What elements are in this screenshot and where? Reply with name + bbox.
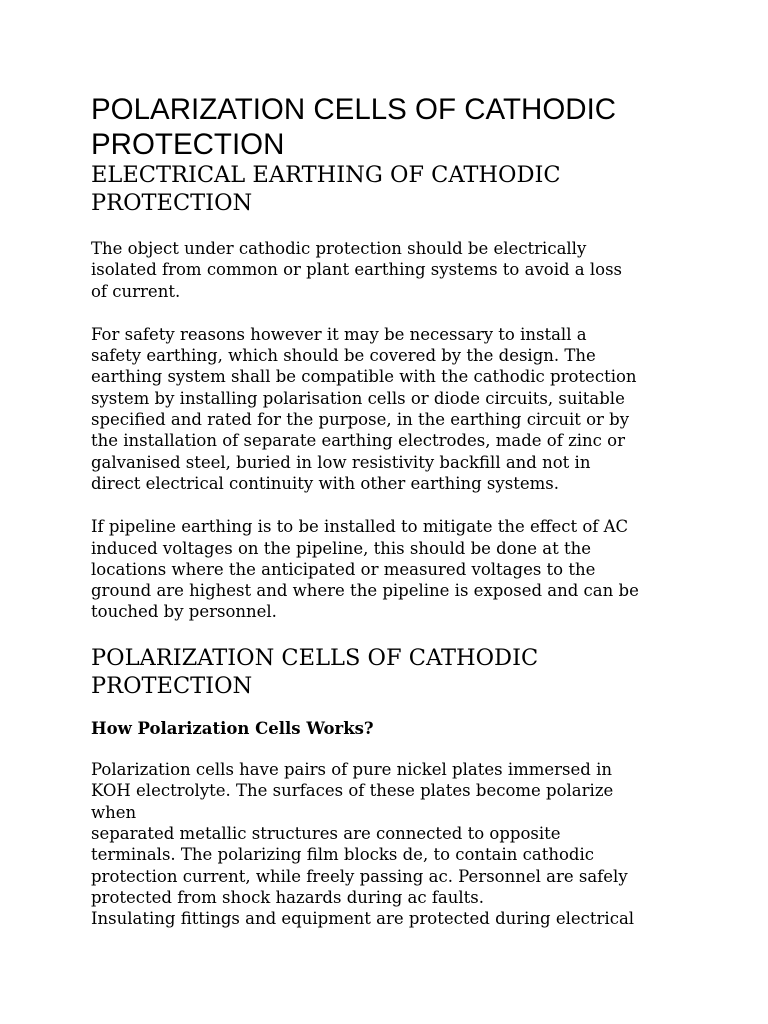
text-line: safety earthing, which should be covered by the design. The	[91, 346, 596, 366]
heading-line: PROTECTION	[91, 190, 253, 216]
paragraph-polarization-cells	[91, 759, 691, 929]
text-line: ground are highest and where the pipeline is exposed and can be	[91, 581, 639, 601]
text-line: protection current, while freely passing ac. Personnel are safely	[91, 866, 628, 886]
text-line: specified and rated for the purpose, in the earthing circuit or by	[91, 410, 630, 430]
heading-line: ELECTRICAL EARTHING OF CATHODIC	[91, 162, 561, 188]
text-line: terminals. The polarizing film blocks de, to contain cathodic	[91, 845, 595, 865]
text-line: of current.	[91, 281, 181, 301]
paragraph-safety-earthing	[91, 324, 691, 494]
text-line: system by installing polarisation cells or diode circuits, suitable	[91, 388, 625, 408]
text-line: isolated from common or plant earthing systems to avoid a loss	[91, 260, 623, 280]
text-line: earthing system shall be compatible with the cathodic protection	[91, 367, 637, 387]
paragraph-isolation	[91, 238, 691, 302]
text-line: touched by personnel.	[91, 602, 277, 622]
title-line: POLARIZATION CELLS OF CATHODIC	[91, 93, 617, 126]
text-line: separated metallic structures are connected to opposite	[91, 823, 561, 843]
heading-line: PROTECTION	[91, 672, 253, 699]
heading-line: POLARIZATION CELLS OF CATHODIC	[91, 644, 539, 671]
text-line: The object under cathodic protection should be electrically	[91, 239, 587, 258]
paragraph-pipeline-earthing	[91, 516, 691, 622]
text-line: protected from shock hazards during ac faults.	[91, 887, 485, 907]
document-content	[91, 92, 691, 929]
section-heading-polarization	[91, 644, 691, 700]
text-line: If pipeline earthing is to be installed to mitigate the effect of AC	[91, 517, 629, 537]
text-line: direct electrical continuity with other earthing systems.	[91, 473, 559, 493]
text-line: when	[91, 802, 137, 822]
subheading-how-it-works: How Polarization Cells Works?	[91, 718, 374, 738]
text-line: induced voltages on the pipeline, this should be done at the	[91, 538, 592, 558]
title-line: PROTECTION	[91, 128, 285, 161]
document-title	[91, 92, 691, 162]
text-line: For safety reasons however it may be necessary to install a	[91, 324, 587, 344]
text-line: galvanised steel, buried in low resistivity backfill and not in	[91, 452, 591, 472]
text-line: KOH electrolyte. The surfaces of these plates become polarize	[91, 781, 614, 801]
text-line: Polarization cells have pairs of pure nickel plates immersed in	[91, 760, 612, 780]
text-line: the installation of separate earthing electrodes, made of zinc or	[91, 431, 625, 451]
text-line: locations where the anticipated or measured voltages to the	[91, 559, 596, 579]
section-heading-earthing	[91, 161, 691, 217]
text-line: Insulating fittings and equipment are protected during electrical	[91, 909, 635, 929]
